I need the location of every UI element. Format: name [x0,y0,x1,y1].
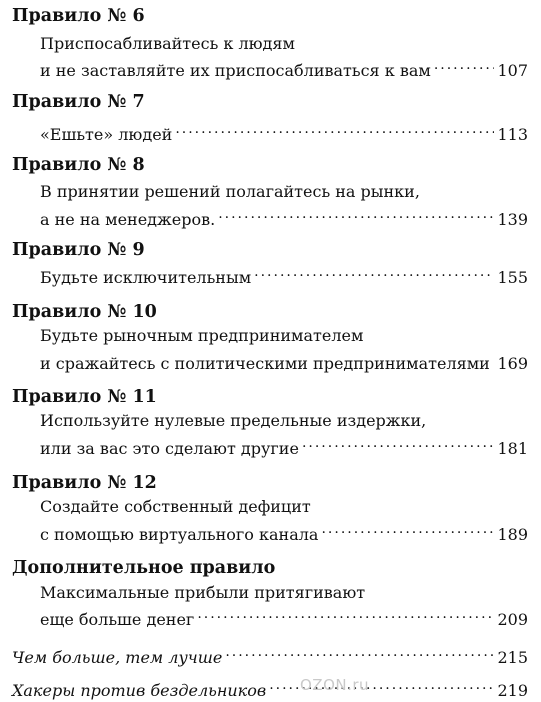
page-number: 189 [497,525,528,544]
toc-entry [40,261,528,289]
toc-entry [40,203,528,231]
watermark: OZON.ru [300,676,370,694]
entry-text: еще больше денег [40,610,195,629]
page-number: 107 [497,61,528,80]
entry-text: Будьте рыночным предпринимателем [40,326,364,345]
page-number: 139 [497,210,528,229]
toc-entry [40,432,528,460]
section-title: Правило № 10 [12,302,157,322]
dot-leader [175,118,494,140]
entry-text: и сражайтесь с политическими предпринимателями [40,354,490,373]
entry-text: Приспосабливайтесь к людям [40,34,295,53]
toc-entry-italic [12,674,528,702]
toc-entry [40,603,528,631]
entry-text: В принятии решений полагайтесь на рынки, [40,182,420,201]
page-number: 155 [497,268,528,287]
page-number: 169 [497,354,528,373]
toc-entry [40,118,528,146]
page-number: 209 [497,610,528,629]
dot-leader [321,518,494,540]
section-title: Правило № 6 [12,6,145,26]
dot-leader [218,203,494,225]
page-number: 181 [497,439,528,458]
dot-leader [225,641,494,663]
dot-leader [493,347,495,369]
entry-text: Создайте собственный дефицит [40,497,311,516]
section-title: Правило № 11 [12,387,157,407]
dot-leader [197,603,494,625]
entry-text: и не заставляйте их приспосабливаться к вам [40,61,431,80]
page-number: 219 [497,681,528,700]
dot-leader [254,261,494,283]
page-number: 113 [497,125,528,144]
toc-entry [40,518,528,546]
section-title: Правило № 12 [12,473,157,493]
entry-text: с помощью виртуального канала [40,525,319,544]
toc-entry-italic [12,641,528,669]
page-number: 215 [497,648,528,667]
toc-entry [40,54,528,82]
entry-text: Используйте нулевые предельные издержки, [40,411,427,430]
section-title: Правило № 7 [12,92,145,112]
section-title: Правило № 9 [12,240,145,260]
section-title: Правило № 8 [12,155,145,175]
entry-text: а не на менеджеров. [40,210,216,229]
entry-text: или за вас это сделают другие [40,439,299,458]
dot-leader [302,432,495,454]
entry-text: Максимальные прибыли притягивают [40,583,366,602]
section-title: Дополнительное правило [12,558,276,578]
toc-entry [40,347,528,375]
entry-text: «Ешьте» людей [40,125,173,144]
entry-text: Чем больше, тем лучше [12,648,223,667]
entry-text: Хакеры против бездельников [12,681,267,700]
entry-text: Будьте исключительным [40,268,252,287]
dot-leader [434,54,495,76]
